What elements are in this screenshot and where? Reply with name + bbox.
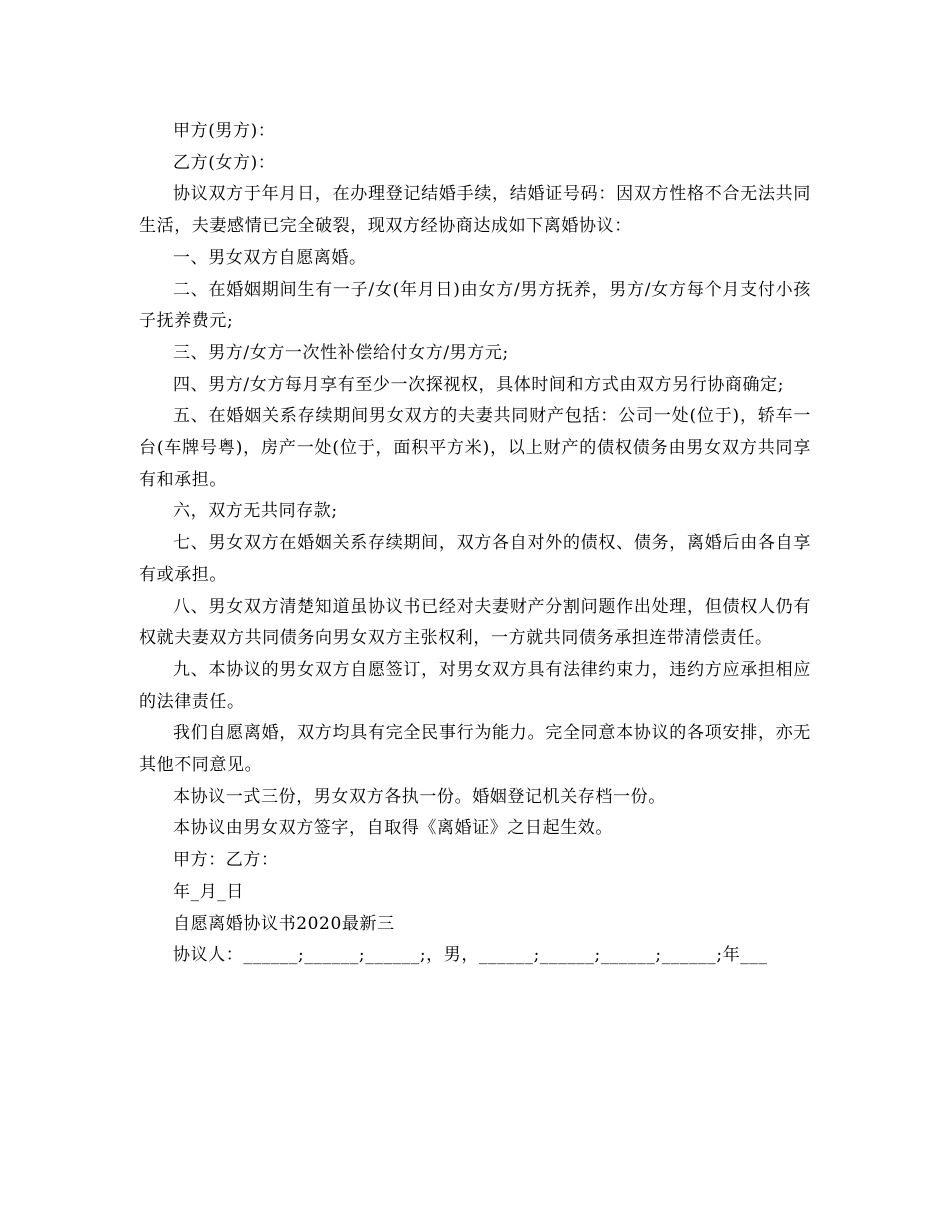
agreement-intro: 协议双方于年月日，在办理登记结婚手续，结婚证号码：因双方性格不合无法共同生活，夫妻感情已完全破裂，现双方经协商达成如下离婚协议： <box>139 184 811 237</box>
signature-line: 甲方：乙方： <box>173 850 279 871</box>
clause-5: 五、在婚姻关系存续期间男女双方的夫妻共同财产包括：公司一处(位于)，轿车一台(车牌号粤)，房产一处(位于，面积平方米)，以上财产的债权债务由男女双方共同享有和承担。 <box>139 406 811 490</box>
clause-7: 七、男女双方在婚姻关系存续期间，双方各自对外的债权、债务，离婚后由各自享有或承担。 <box>139 533 811 585</box>
effective-statement: 本协议由男女双方签字，自取得《离婚证》之日起生效。 <box>173 818 613 839</box>
parties-fill-line: 协议人：______;______;______;，男，______;______;______;______;年___ <box>173 945 768 966</box>
party-b-line: 乙方(女方)： <box>173 152 276 173</box>
clause-8: 八、男女双方清楚知道虽协议书已经对夫妻财产分割问题作出处理，但债权人仍有权就夫妻双方共同债务向男女双方主张权利，一方就共同债务承担连带清偿责任。 <box>139 596 811 649</box>
clause-1: 一、男女双方自愿离婚。 <box>173 247 367 268</box>
document-body <box>139 116 811 972</box>
clause-4: 四、男方/女方每月享有至少一次探视权，具体时间和方式由双方另行协商确定; <box>173 374 785 395</box>
voluntary-statement: 我们自愿离婚，双方均具有完全民事行为能力。完全同意本协议的各项安排，亦无其他不同意见。 <box>139 723 811 776</box>
clause-3: 三、男方/女方一次性补偿给付女方/男方元; <box>173 342 509 363</box>
date-line: 年_月_日 <box>173 881 244 902</box>
clause-2: 二、在婚姻期间生有一子/女(年月日)由女方/男方抚养，男方/女方每个月支付小孩子抚养费元; <box>139 279 811 332</box>
clause-9: 九、本协议的男女双方自愿签订，对男女双方具有法律约束力，违约方应承担相应的法律责任。 <box>139 659 811 712</box>
copies-statement: 本协议一式三份，男女双方各执一份。婚姻登记机关存档一份。 <box>173 786 666 807</box>
party-a-line: 甲方(男方)： <box>173 121 276 141</box>
clause-6: 六，双方无共同存款; <box>173 501 338 522</box>
section-heading: 自愿离婚协议书2020最新三 <box>173 913 395 934</box>
